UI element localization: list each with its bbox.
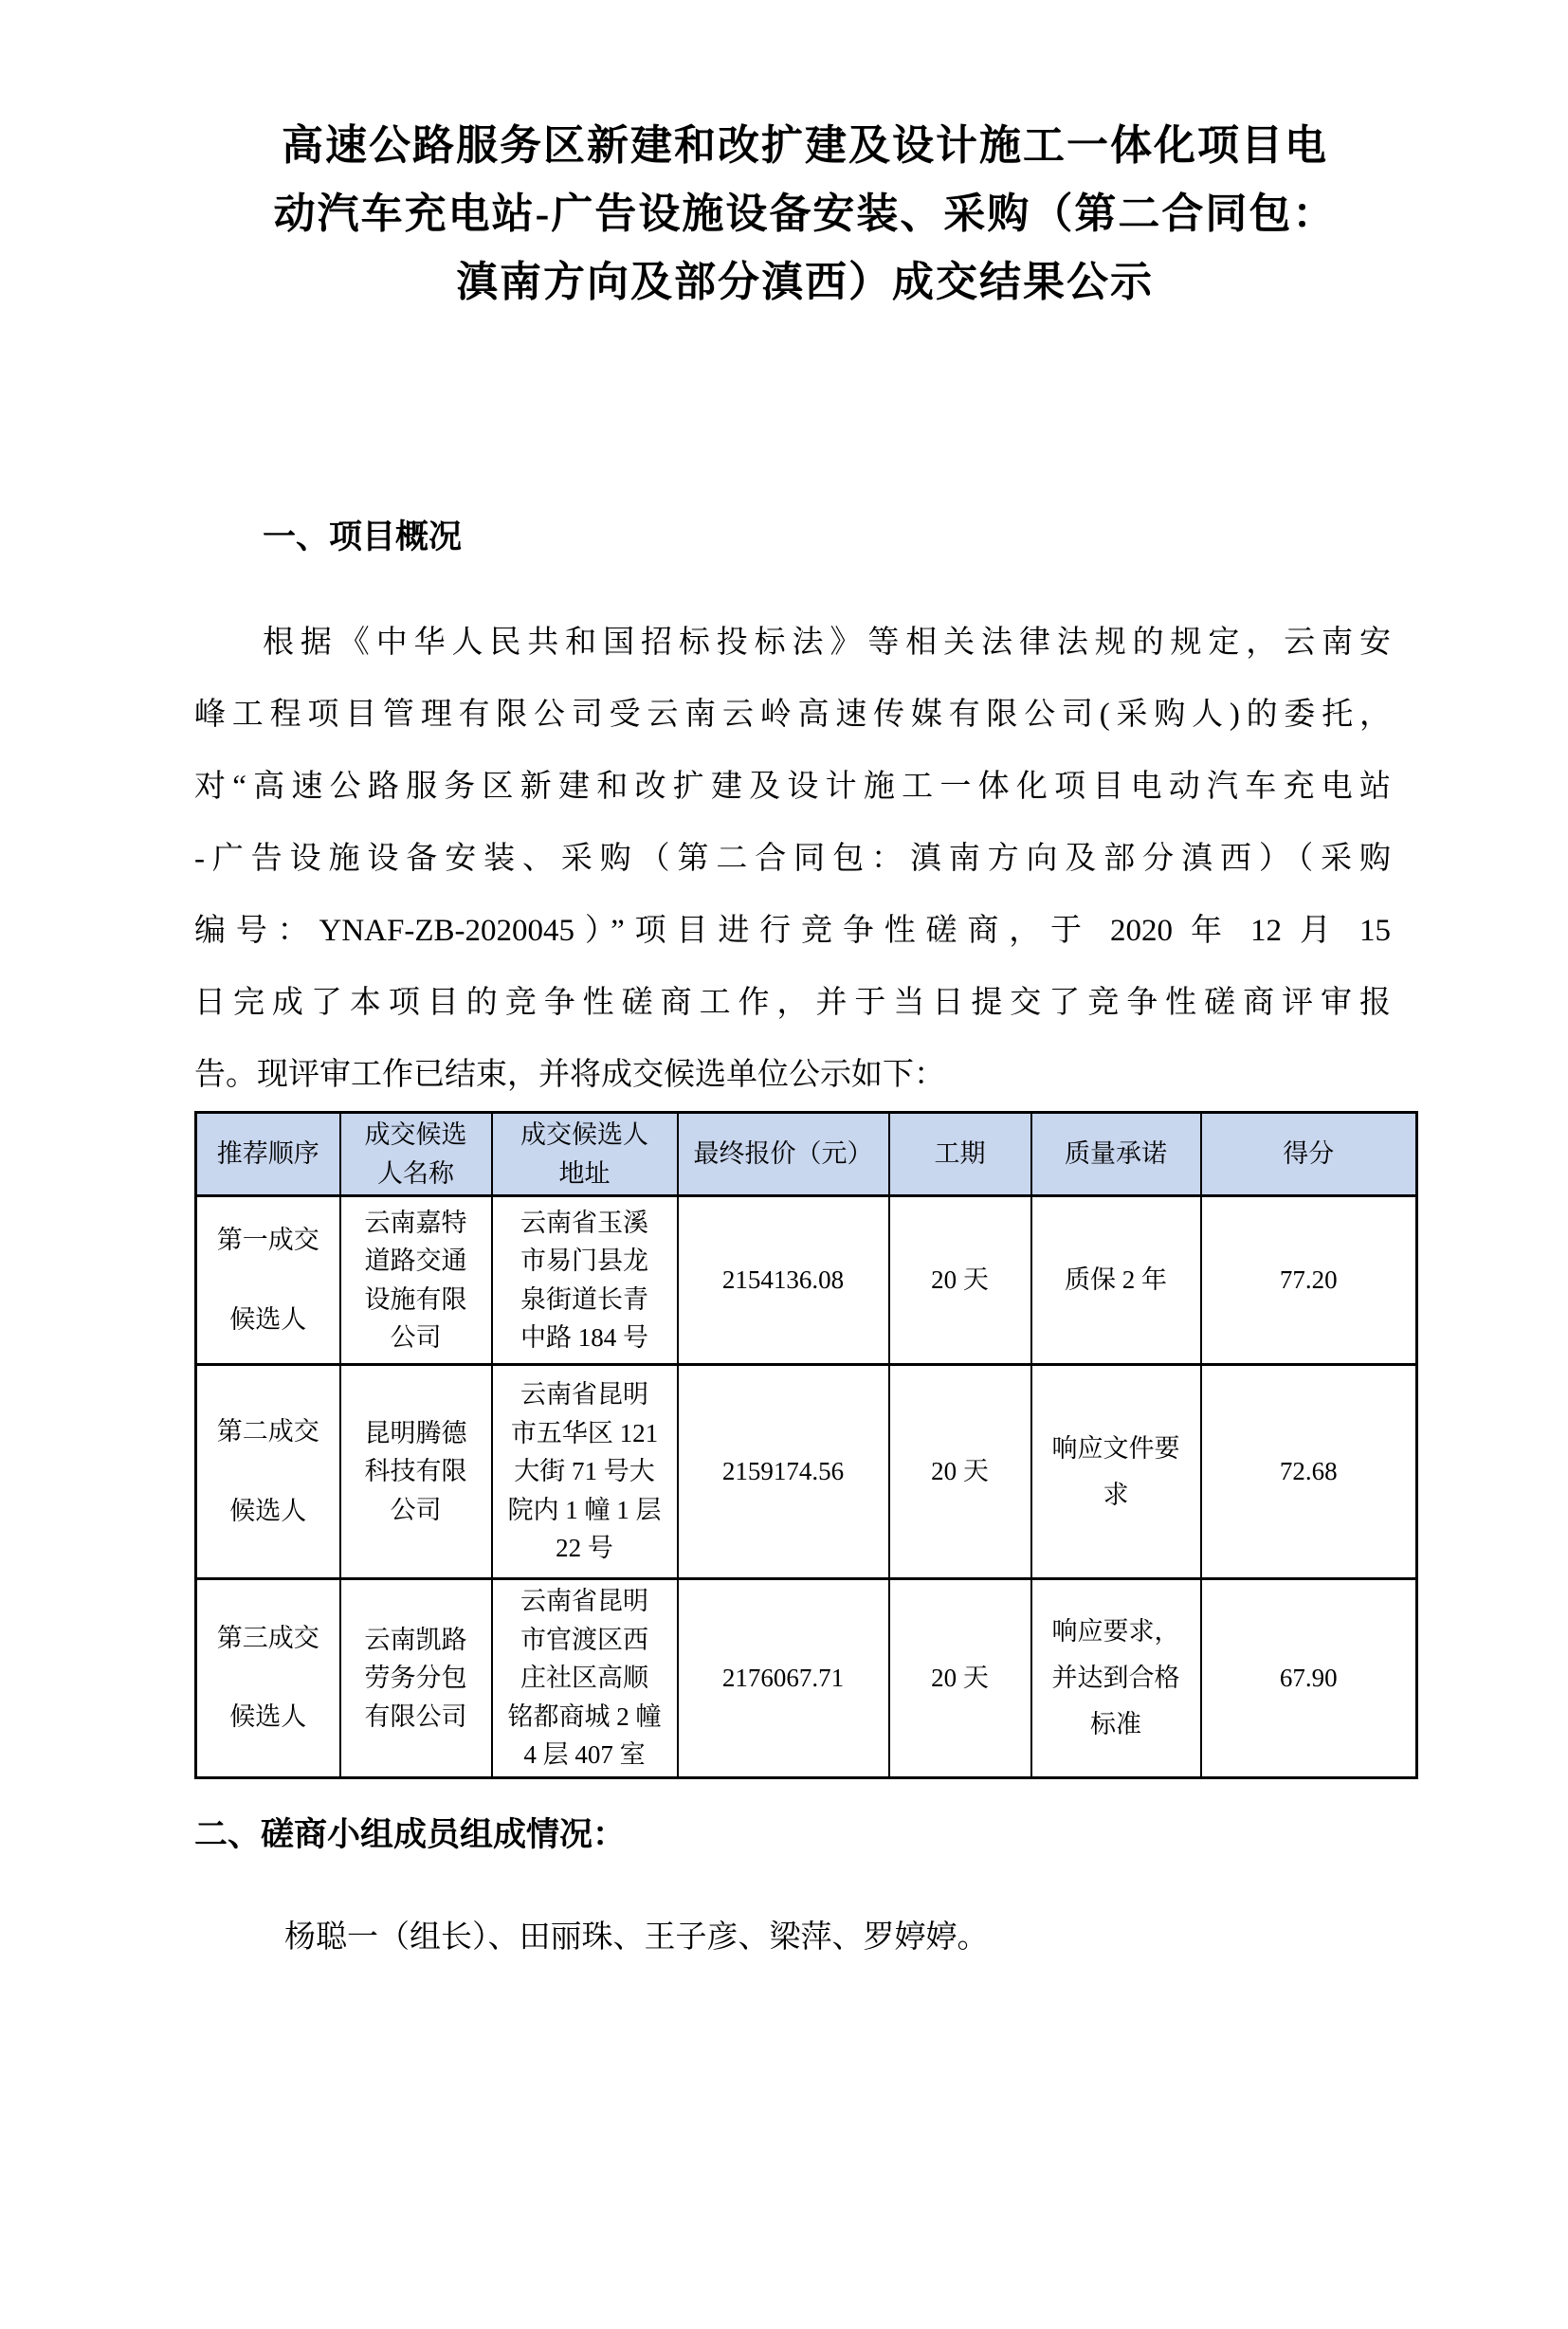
table-cell-quality-commitment: 质保 2 年: [1031, 1196, 1201, 1365]
table-cell-duration: 20 天: [889, 1579, 1031, 1778]
table-cell-candidate-address: 云南省昆明 市官渡区西 庄社区高顺 铭都商城 2 幢 4 层 407 室: [492, 1579, 678, 1778]
table-header-cell-final-price: 最终报价（元）: [678, 1113, 889, 1196]
table-row: [196, 1365, 1417, 1579]
table-cell-candidate-name: 云南凯路 劳务分包 有限公司: [340, 1579, 492, 1778]
table-header-cell-candidate-address: 成交候选人 地址: [492, 1113, 678, 1196]
table-cell-candidate-name: 云南嘉特 道路交通 设施有限 公司: [340, 1196, 492, 1365]
table-cell-candidate-name: 昆明腾德 科技有限 公司: [340, 1365, 492, 1579]
table-cell-final-price: 2159174.56: [678, 1365, 889, 1579]
table-header-cell-quality-commitment: 质量承诺: [1031, 1113, 1201, 1196]
title-line-3: 滇南方向及部分滇西）成交结果公示: [456, 259, 1154, 305]
table-cell-score: 67.90: [1201, 1579, 1417, 1778]
paragraph-line: 峰工程项目管理有限公司受云南云岭高速传媒有限公司(采购人)的委托，: [194, 698, 1391, 732]
table-cell-candidate-address: 云南省玉溪 市易门县龙 泉街道长青 中路 184 号: [492, 1196, 678, 1365]
table-header-cell-score: 得分: [1201, 1113, 1417, 1196]
table-cell-duration: 20 天: [889, 1365, 1031, 1579]
title-line-2: 动汽车充电站-广告设施设备安装、采购（第二合同包：: [273, 191, 1337, 237]
table-header-cell-order: 推荐顺序: [196, 1113, 340, 1196]
paragraph-line: -广告设施设备安装、采购（第二合同包：滇南方向及部分滇西）（采购: [194, 842, 1391, 876]
table-cell-quality-commitment: 响应要求， 并达到合格 标准: [1031, 1579, 1201, 1778]
table-cell-final-price: 2154136.08: [678, 1196, 889, 1365]
table-cell-final-price: 2176067.71: [678, 1579, 889, 1778]
section2-heading: 二、磋商小组成员组成情况：: [194, 1815, 627, 1853]
table-cell-quality-commitment: 响应文件要 求: [1031, 1365, 1201, 1579]
paragraph-line: 日完成了本项目的竞争性磋商工作，并于当日提交了竞争性磋商评审报: [194, 986, 1391, 1020]
table-cell-order: 第二成交 候选人: [196, 1365, 340, 1579]
section1-heading: 一、项目概况: [263, 519, 463, 555]
table-cell-score: 77.20: [1201, 1196, 1417, 1365]
table-cell-order: 第三成交 候选人: [196, 1579, 340, 1778]
table-row: [196, 1196, 1417, 1365]
table-header-row: [196, 1113, 1417, 1196]
document-page: [0, 112, 1568, 2329]
paragraph-line: 编号：YNAF-ZB-2020045）”项目进行竞争性磋商，于 2020 年 12 月 15: [194, 914, 1391, 948]
section1-paragraph: [194, 607, 1391, 1111]
table-header-cell-duration: 工期: [889, 1113, 1031, 1196]
results-table: [194, 1111, 1418, 1779]
table-cell-order: 第一成交 候选人: [196, 1196, 340, 1365]
table-header-cell-candidate-name: 成交候选 人名称: [340, 1113, 492, 1196]
section2-members: 杨聪一（组长）、田丽珠、王子彦、梁萍、罗婷婷。: [284, 1920, 989, 1955]
paragraph-line: 对“高速公路服务区新建和改扩建及设计施工一体化项目电动汽车充电站: [194, 770, 1391, 804]
paragraph-line: 告。现评审工作已结束，并将成交候选单位公示如下：: [194, 1058, 945, 1092]
table-row: [196, 1579, 1417, 1778]
table-cell-candidate-address: 云南省昆明 市五华区 121 大街 71 号大 院内 1 幢 1 层 22 号: [492, 1365, 678, 1579]
paragraph-line: 根据《中华人民共和国招标投标法》等相关法律法规的规定，云南安: [263, 626, 1391, 660]
document-title: [194, 112, 1415, 317]
title-line-1: 高速公路服务区新建和改扩建及设计施工一体化项目电: [282, 122, 1328, 169]
table-cell-score: 72.68: [1201, 1365, 1417, 1579]
table-cell-duration: 20 天: [889, 1196, 1031, 1365]
